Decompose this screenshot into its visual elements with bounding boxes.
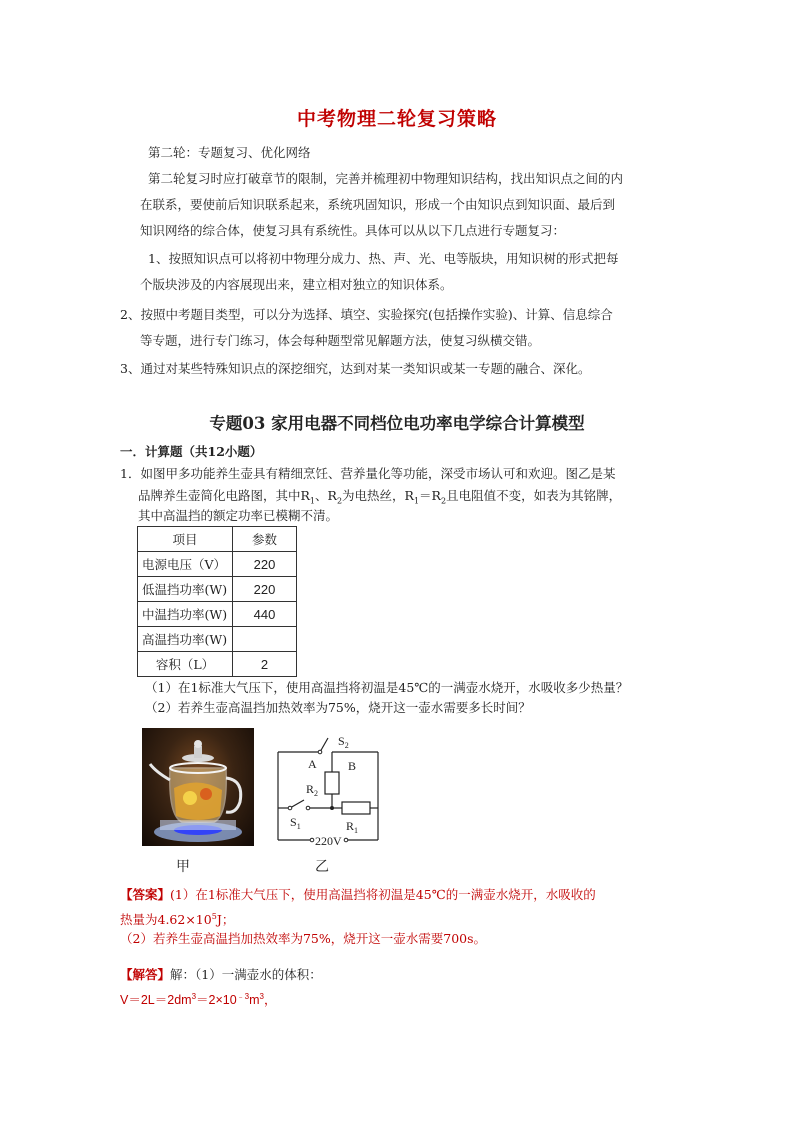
table-cell: 2 <box>233 652 297 677</box>
circuit-label-s1: $S_1$ <box>290 815 301 831</box>
part-heading: 一．计算题（共12小题） <box>120 444 263 459</box>
sub-question-1: （1）在1标准大气压下，使用高温挡将初温是45℃的一满壶水烧开，水吸收多少热量？ <box>145 680 629 695</box>
figure-label-a: 甲 <box>176 858 190 874</box>
table-cell: 220 <box>233 552 297 577</box>
question-1-line: 1．如图甲多功能养生壶具有精细烹饪、营养量化等功能，深受市场认可和欢迎。图乙是某 <box>120 466 616 481</box>
circuit-label-s2: $S_2$ <box>338 734 349 750</box>
page-title: 中考物理二轮复习策略 <box>296 108 497 130</box>
table-cell: 高温挡功率(W) <box>138 627 233 652</box>
answer-line: 【答案】(1）在1标准大气压下，使用高温挡将初温是45℃的一满壶水烧开，水吸收的 <box>120 887 596 902</box>
circuit-label-a: A <box>308 757 317 771</box>
table-cell: 电源电压（V） <box>138 552 233 577</box>
table-row <box>138 552 297 577</box>
table-cell: 容积（L） <box>138 652 233 677</box>
intro-line: 第二轮：专题复习、优化网络 <box>148 145 311 160</box>
table-row <box>138 577 297 602</box>
question-1-line: 其中高温挡的额定功率已模糊不清。 <box>138 508 339 523</box>
table-cell: 440 <box>233 602 297 627</box>
table-row <box>138 652 297 677</box>
answer-line: 热量为$4.62\times 10^5J$； <box>120 912 235 928</box>
table-row <box>138 602 297 627</box>
figure-label-b: 乙 <box>315 858 329 874</box>
list-item-1-cont: 个版块涉及的内容展现出来，建立相对独立的知识体系。 <box>140 277 453 292</box>
list-item-1: 1、按照知识点可以将初中物理分成力、热、声、光、电等版块，用知识树的形式把每 <box>148 251 619 266</box>
table-header: 项目 <box>138 527 233 552</box>
table-cell <box>233 627 297 652</box>
answer-line: （2）若养生壶高温挡加热效率为75%，烧开这一壶水需要700s。 <box>120 931 487 946</box>
intro-paragraph-line: 知识网络的综合体，使复习具有系统性。具体可以从以下几点进行专题复习： <box>140 223 566 238</box>
table-cell: 中温挡功率(W) <box>138 602 233 627</box>
list-item-2: 2、按照中考题目类型，可以分为选择、填空、实验探究(包括操作实验)、计算、信息综合 <box>120 307 613 322</box>
circuit-label-r1: $R_1$ <box>346 819 359 835</box>
kettle-photo <box>142 728 254 846</box>
question-1-line: 品牌养生壶简化电路图，其中$R_1$、$R_2$为电热丝，$R_1=R_2$且电阻值不变，如表为其铭牌， <box>138 488 622 506</box>
table-cell: 220 <box>233 577 297 602</box>
circuit-label-voltage: 220V <box>315 834 342 848</box>
intro-paragraph-line: 在联系，要使前后知识联系起来，系统巩固知识，形成一个由知识点到知识面、最后到 <box>140 197 616 212</box>
list-item-2-cont: 等专题，进行专门练习，体会每种题型常见解题方法，使复习纵横交错。 <box>140 333 541 348</box>
intro-paragraph-line: 第二轮复习时应打破章节的限制，完善并梳理初中物理知识结构，找出知识点之间的内 <box>148 171 624 186</box>
table-row <box>138 627 297 652</box>
circuit-diagram <box>268 728 394 858</box>
section-title: 专题03 家用电器不同档位电功率电学综合计算模型 <box>209 414 585 433</box>
kettle-illustration <box>142 728 254 846</box>
sub-question-2: （2）若养生壶高温挡加热效率为75%，烧开这一壶水需要多长时间？ <box>145 700 531 715</box>
table-row <box>138 527 297 552</box>
solution-line: 【解答】解：（1）一满壶水的体积： <box>120 967 322 982</box>
solution-formula: $V=2L=2dm^3=2\times 10^{﹣3}m^3$， <box>120 992 277 1008</box>
list-item-3: 3、通过对某些特殊知识点的深挖细究，达到对某一类知识或某一专题的融合、深化。 <box>120 361 591 376</box>
solution-label: 【解答】 <box>120 967 171 982</box>
spec-table <box>137 526 297 677</box>
table-header: 参数 <box>233 527 297 552</box>
table-cell: 低温挡功率(W) <box>138 577 233 602</box>
answer-label: 【答案】 <box>120 887 171 902</box>
circuit-label-b: B <box>348 759 357 773</box>
circuit-label-r2: $R_2$ <box>306 782 319 798</box>
